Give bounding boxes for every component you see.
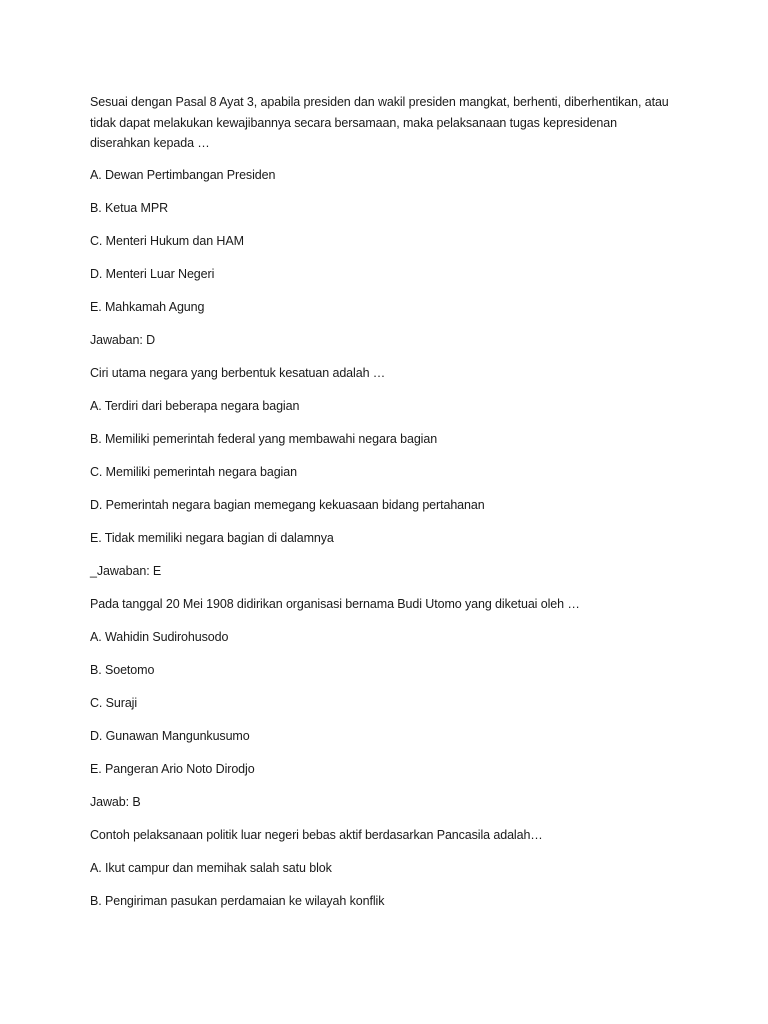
- question-2-text: Ciri utama negara yang berbentuk kesatuan adalah …: [90, 365, 386, 380]
- question-4-text: Contoh pelaksanaan politik luar negeri bebas aktif berdasarkan Pancasila adalah…: [90, 827, 543, 842]
- question-3-option-d: D. Gunawan Mangunkusumo: [90, 728, 250, 743]
- question-1-answer: Jawaban: D: [90, 332, 156, 347]
- question-3-text: Pada tanggal 20 Mei 1908 didirikan organisasi bernama Budi Utomo yang diketuai oleh …: [90, 596, 580, 611]
- question-4-option-a: A. Ikut campur dan memihak salah satu blok: [90, 860, 332, 875]
- question-2-option-e: E. Tidak memiliki negara bagian di dalamnya: [90, 530, 334, 545]
- question-2-option-b: B. Memiliki pemerintah federal yang membawahi negara bagian: [90, 431, 438, 446]
- question-1-option-c: C. Menteri Hukum dan HAM: [90, 233, 244, 248]
- question-4-option-b: B. Pengiriman pasukan perdamaian ke wilayah konflik: [90, 893, 385, 908]
- question-3-answer: Jawab: B: [90, 794, 141, 809]
- question-3-option-e: E. Pangeran Ario Noto Dirodjo: [90, 761, 255, 776]
- question-1-option-d: D. Menteri Luar Negeri: [90, 266, 215, 281]
- question-3-option-c: C. Suraji: [90, 695, 138, 710]
- document-body: [90, 92, 680, 924]
- question-1-option-e: E. Mahkamah Agung: [90, 299, 205, 314]
- question-3-option-a: A. Wahidin Sudirohusodo: [90, 629, 229, 644]
- question-2-option-c: C. Memiliki pemerintah negara bagian: [90, 464, 297, 479]
- question-1-text: Sesuai dengan Pasal 8 Ayat 3, apabila presiden dan wakil presiden mangkat, berhenti, diberhentikan, atau tidak dapat melakukan kewajibannya secara bersamaan, maka pelaksanaan tugas kepresidenan diserahkan kepada …: [90, 95, 669, 150]
- question-2-option-a: A. Terdiri dari beberapa negara bagian: [90, 398, 300, 413]
- question-2-option-d: D. Pemerintah negara bagian memegang kekuasaan bidang pertahanan: [90, 497, 485, 512]
- question-1-option-b: B. Ketua MPR: [90, 200, 168, 215]
- question-1-option-a: A. Dewan Pertimbangan Presiden: [90, 167, 276, 182]
- question-2-answer: _Jawaban: E: [90, 563, 162, 578]
- question-3-option-b: B. Soetomo: [90, 662, 155, 677]
